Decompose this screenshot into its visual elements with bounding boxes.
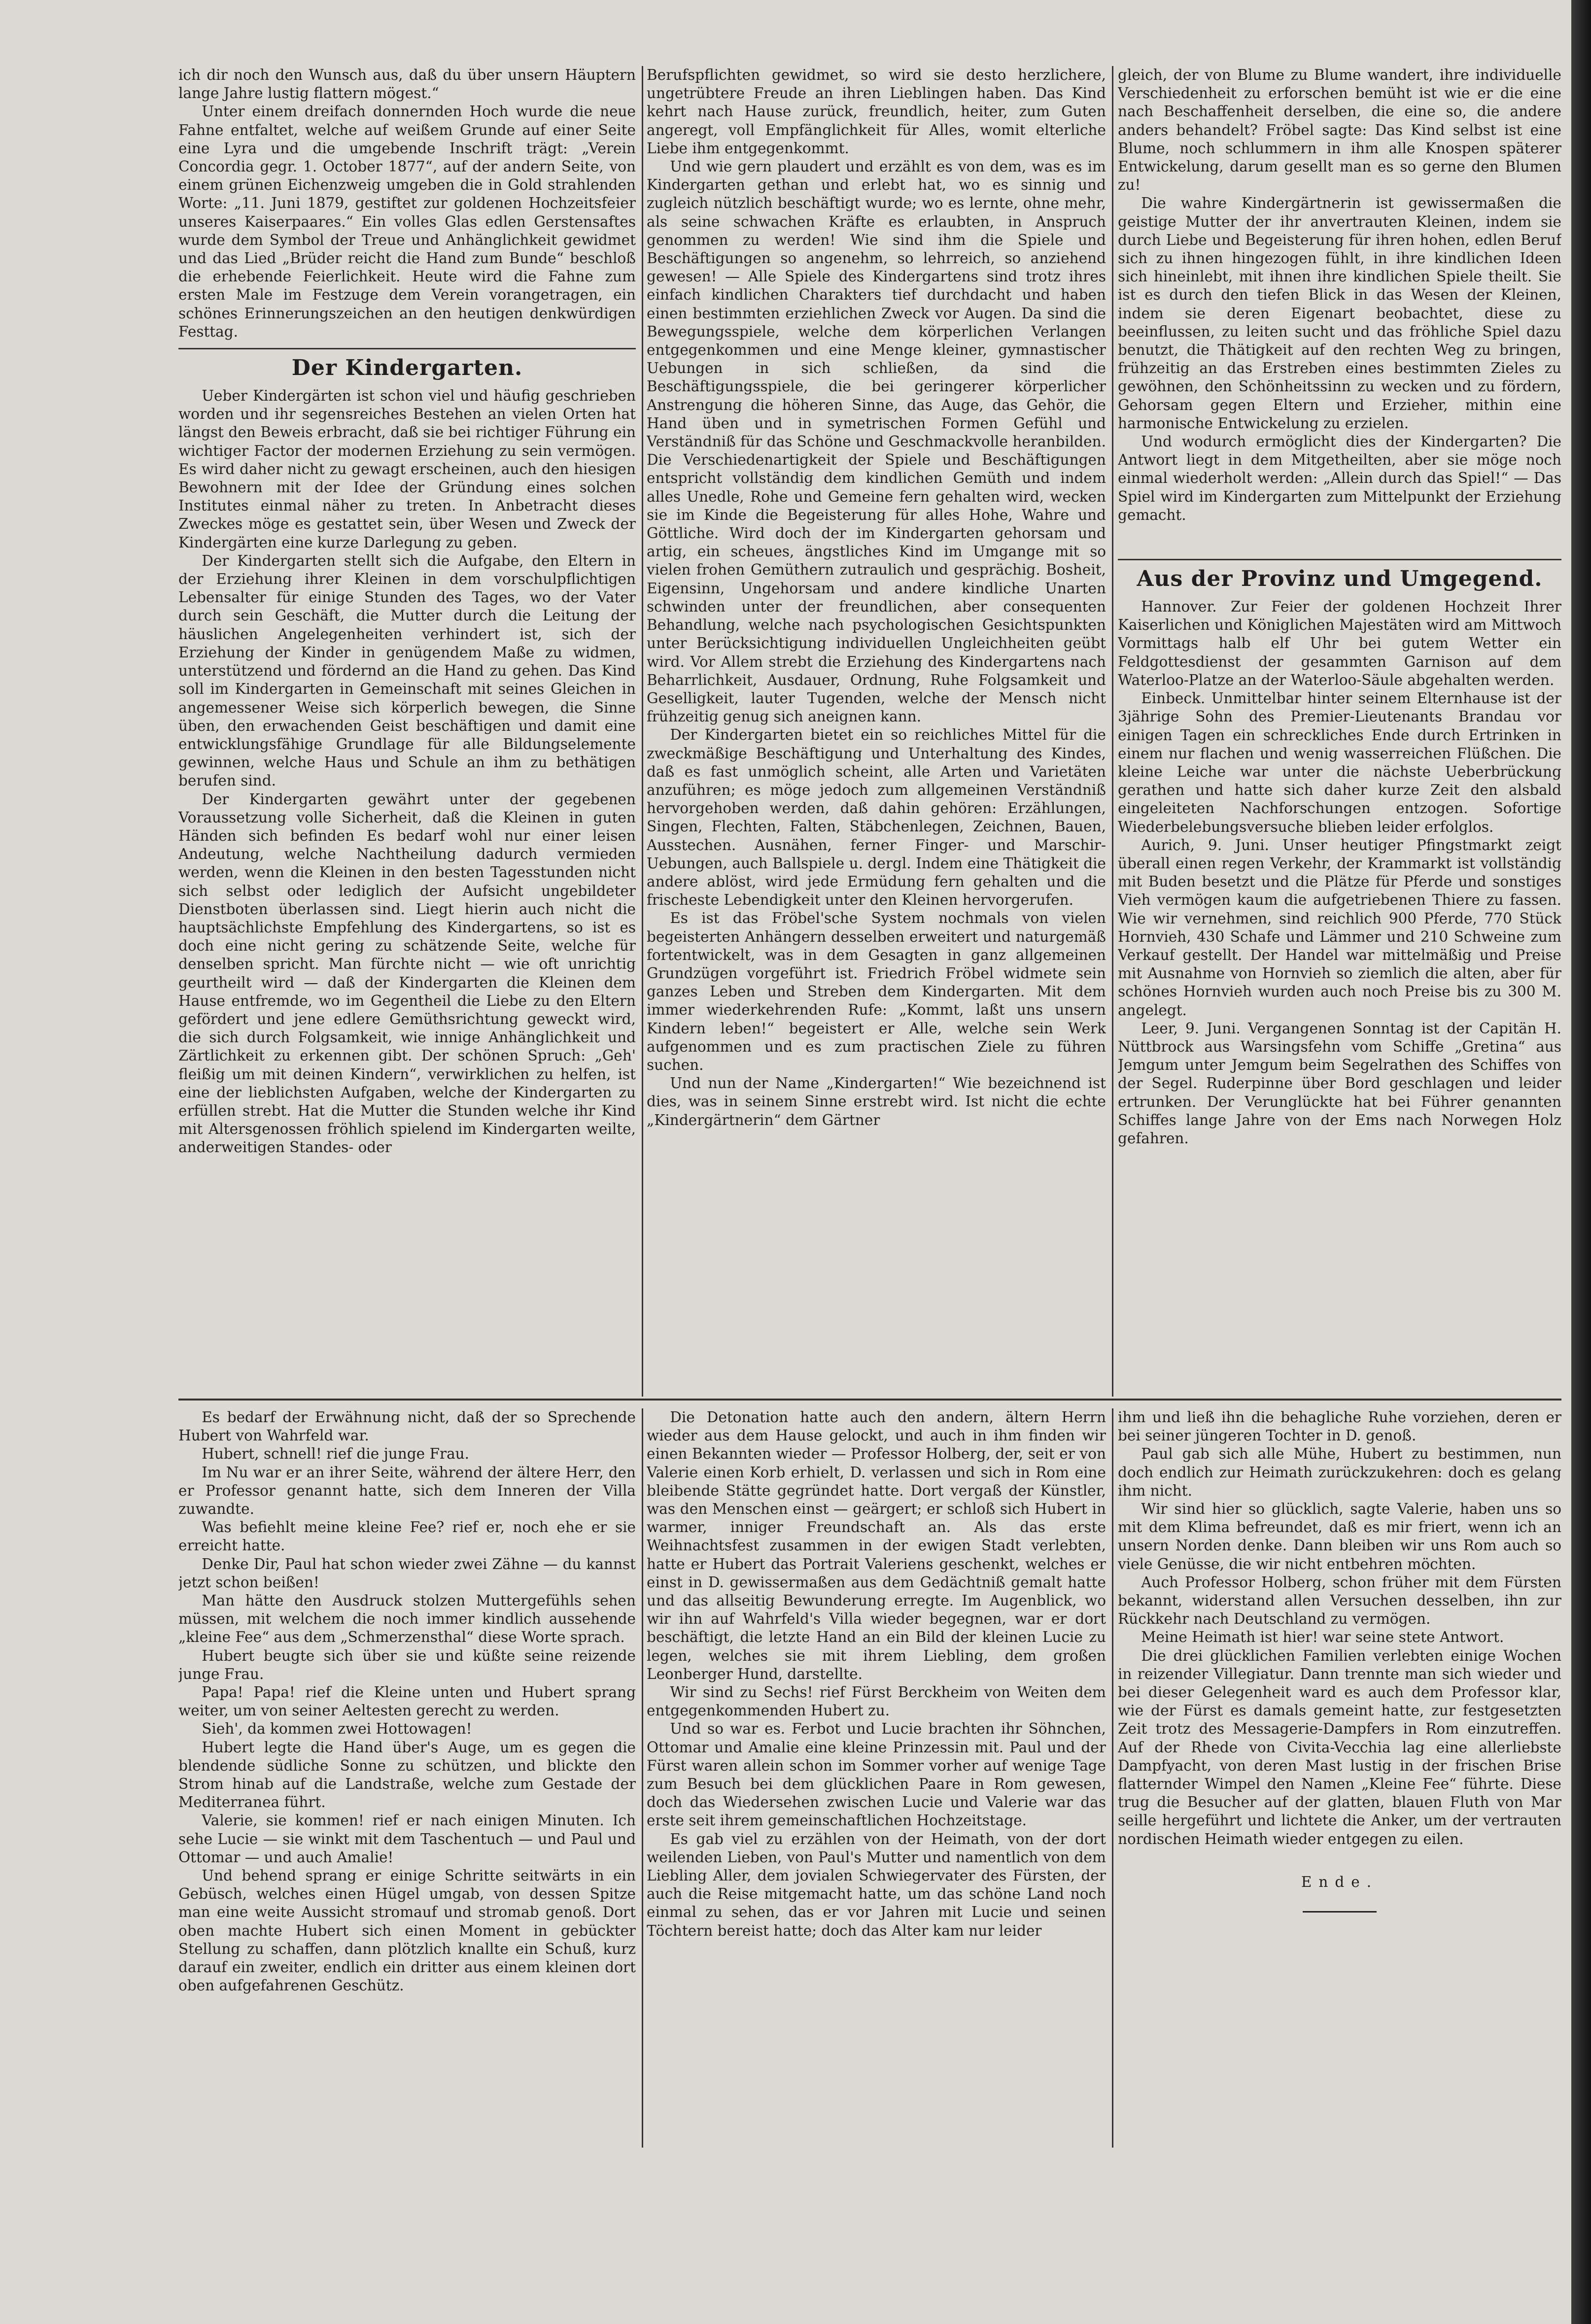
paragraph: Sieh', da kommen zwei Hottowagen! [202,1720,472,1738]
paragraph: Und wie gern plaudert und erzählt es von dem, was es im Kindergarten gethan und erlebt hat, wo es sinnig und zugleich nützlich beschäftigt wurde; wo es lernte, ohne mehr, als seine schwachen Kräfte es erlaubten, in Anspruch genommen zu werden! Wie sind ihm die Spiele und Beschäftigungen so angenehm, so lehrreich, so anziehend gewesen! — Alle Spiele des Kindergartens sind trotz ihres einfach kindlichen Charakters tief durchdacht und haben einen bestimmten erziehlichen Zweck vor Augen. Da sind die Bewegungsspiele, welche dem körperlichen Verlangen entgegenkommen und eine Menge kleiner, gymnastischer Uebungen in sich schließen, da sind die Beschäftigungsspiele, die bei geringerer körperlicher Anstrengung die höheren Sinne, das Auge, das Gehör, die Hand üben und in symetrischen Formen Gefühl und Verständniß für das Schöne und Geschmackvolle heranbilden. Die Verschiedenartigkeit der Spiele und Beschäftigungen entspricht vollständig dem kindlichen Gemüth und indem alles Unedle, Rohe und Gemeine fern gehalten wird, wecken sie im Kinde die Begeisterung für alles Hohe, Wahre und Göttliche. Wird doch der im Kindergarten gehorsam und artig, ein scheues, ängstliches Kind im Umgange mit so vielen frohen Gemüthern zutraulich und gesprächig. Bosheit, Eigensinn, Ungehorsam und andere kindliche Unarten schwinden unter der freundlichen, aber consequenten Behandlung, welche nach psychologischen Gesichtspunkten unter Berücksichtigung individuellen Ungleichheiten geübt wird. Vor Allem strebt die Erziehung des Kindergartens nach Beharrlichkeit, Ausdauer, Ordnung, Ruhe Folgsamkeit und Geselligkeit, lauter Tugenden, welche der Mensch nicht frühzeitig genug sich aneignen kann. [647,158,1106,725]
paragraph: gleich, der von Blume zu Blume wandert, ihre individuelle Verschiedenheit zu erforschen bemüht ist wie er die eine nach Beschaffenheit derselben, die eine so, die andere anders behandelt? Fröbel sagte: Das Kind selbst ist eine Blume, noch schlummern in ihm alle Knospen späterer Entwickelung, darum gesellt man es so gerne den Blumen zu! [1118,67,1561,194]
binding-edge [1571,0,1591,2324]
paragraph: Es gab viel zu erzählen von der Heimath, von der dort weilenden Lieben, von Paul's Mutter und namentlich von dem Liebling Aller, dem jovialen Schwiegervater des Fürsten, der auch die Reise mitgemacht hatte, um das schöne Land noch einmal zu sehen, das er vor Jahren mit Lucie und seinen Töchtern bereist hatte; doch das Alter kam nur leider [647,1830,1106,1939]
paragraph: Im Nu war er an ihrer Seite, während der ältere Herr, den er Professor genannt hatte, sich dem Inneren der Villa zuwandte. [178,1464,636,1518]
paragraph: ich dir noch den Wunsch aus, daß du über unsern Häuptern lange Jahre lustig flattern mögest.“ [178,67,636,102]
paragraph: Und behend sprang er einige Schritte seitwärts in ein Gebüsch, welches einen Hügel umgab, von dessen Spitze man eine weite Aussicht stromauf und stromab genoß. Dort oben machte Hubert sich einen Moment in gebückter Stellung zu schaffen, dann plötzlich knallte ein Schuß, kurz darauf ein zweiter, endlich ein dritter aus einem kleinen dort oben aufgefahrenen Geschütz. [178,1867,636,1994]
column-top-left [178,66,636,1392]
column-rule [642,66,643,1397]
paragraph: Der Kindergarten gewährt unter der gegebenen Voraussetzung volle Sicherheit, daß die Kleinen in guten Händen sich befinden Es bedarf wohl nur einer leisen Andeutung, welche Nachtheilung dadurch vermieden werden, wenn die Kleinen in den besten Tagesstunden nicht sich selbst oder lediglich der Aufsicht ungebildeter Dienstboten überlassen sind. Liegt hierin auch nicht die hauptsächlichste Empfehlung des Kindergartens, so ist es doch eine nicht gering zu schätzende Seite, welche für denselben spricht. Man fürchte nicht — wie oft unrichtig geurtheilt wird — daß der Kindergarten die Kleinen dem Hause entfremde, wo im Gegentheil die Liebe zu den Eltern gefördert und jene edlere Gemüthsrichtung geweckt wird, die sich durch Folgsamkeit, wie innige Anhänglichkeit und Zärtlichkeit zu erkennen gibt. Der schönen Spruch: „Geh' fleißig um mit deinen Kindern“, verwirklichen zu helfen, ist eine der lieblichsten Aufgaben, welche der Kindergarten zu erfüllen strebt. Hat die Mutter die Stunden welche ihr Kind mit Altersgenossen fröhlich spielend im Kindergarten weilte, anderweitigen Standes- oder [178,790,636,1156]
paragraph: Auch Professor Holberg, schon früher mit dem Fürsten bekannt, widerstand allen Versuchen desselben, ihn zur Rückkehr nach Deutschland zu vermögen. [1118,1573,1561,1628]
column-rule [642,1408,643,2148]
paragraph: Die drei glücklichen Familien verlebten einige Wochen in reizender Villegiatur. Dann trennte man sich wieder und bei dieser Gelegenheit ward es auch dem Professor klar, wie der Fürst es damals gemeint hatte, zur festgesetzten Zeit trotz des Messagerie-Dampfers in Rom einzutreffen. Auf der Rhede von Civita-Vecchia lag eine allerliebste Dampfyacht, von deren Mast lustig in der frischen Brise flatternder Wimpel den Namen „Kleine Fee“ führte. Diese trug die Besucher auf der glatten, blauen Fluth von Mar seille hergeführt und lichtete die Anker, um der vertrauten nordischen Heimath wieder entgegen zu eilen. [1118,1647,1561,1847]
news-item-leer: Leer, 9. Juni. Vergangenen Sonntag ist der Capitän H. Nüttbrock aus Warsingsfehn vom Schiffe „Gretina“ aus Jemgum unter Jemgum beim Segelrathen des Schiffes von der Segel. Ruderpinne über Bord geschlagen und leider ertrunken. Der Verunglückte hat bei Führer genannten Schiffes lange Jahre von der Ems nach Norwegen Holz gefahren. [1118,1020,1561,1147]
paragraph: Der Kindergarten bietet ein so reichliches Mittel für die zweckmäßige Beschäftigung und Unterhaltung des Kindes, daß es fast unmöglich scheint, alle Arten und Varietäten anzuführen; es möge jedoch zum allgemeinen Verständniß hervorgehoben werden, daß dahin gehören: Erzählungen, Singen, Flechten, Falten, Stäbchenlegen, Zeichnen, Bauen, Ausstechen. Ausnähen, ferner Finger- und Marschir-Uebungen, auch Ballspiele u. dergl. Indem eine Thätigkeit die andere ablöst, wird jede Ermüdung fern gehalten und die frischeste Lebendigkeit unter den Kleinen hervorgerufen. [647,726,1106,909]
paragraph: Paul gab sich alle Mühe, Hubert zu bestimmen, nun doch endlich zur Heimath zurückzukehren: doch es gelang ihm nicht. [1118,1445,1561,1499]
kindergarten-article [178,387,636,1157]
column-bottom-middle [647,1408,1106,2148]
section-divider [178,348,636,349]
paragraph: Der Kindergarten stellt sich die Aufgabe, den Eltern in der Erziehung ihrer Kleinen in dem vorschulpflichtigen Lebensalter für einige Stunden des Tages, wo der Vater durch sein Geschäft, die Mutter durch die Leitung der häuslichen Angelegenheiten verhindert ist, sich der Erziehung der Kinder in genügendem Maße zu widmen, unterstützend und fördernd an die Hand zu gehen. Das Kind soll im Kindergarten in Gemeinschaft mit seines Gleichen in angemessener Weise sich körperlich bewegen, die Sinne üben, den erwachenden Geist beschäftigen und damit eine entwicklungsfähige Grundlage für alle Bildungselemente gewinnen, welche Haus und Schule an ihm zu bethätigen berufen sind. [178,552,636,789]
paragraph: Hubert beugte sich über sie und küßte seine reizende junge Frau. [178,1647,636,1682]
column-rule [1112,1408,1113,2148]
paragraph: Ueber Kindergärten ist schon viel und häufig geschrieben worden und ihr segensreiches Bestehen an vielen Orten hat längst den Beweis erbracht, daß sie bei richtiger Führung ein wichtiger Factor der modernen Erziehung zu sein vermögen. Es wird daher nicht zu gewagt erscheinen, auch den hiesigen Bewohnern mit der Idee der Gründung eines solchen Institutes einmal näher zu treten. In Anbetracht dieses Zweckes möge es gestattet sein, über Wesen und Zweck der Kindergärten eine kurze Darlegung zu geben. [178,387,636,551]
paragraph: Und wodurch ermöglicht dies der Kindergarten? Die Antwort liegt in dem Mitgetheilten, aber sie möge noch einmal wiederholt werden: „Allein durch das Spiel!“ — Das Spiel wird im Kindergarten zum Mittelpunkt der Erziehung gemacht. [1118,433,1561,523]
column-bottom-left [178,1408,636,2148]
concordia-article [178,66,636,341]
paragraph: Was befiehlt meine kleine Fee? rief er, noch ehe er sie erreicht hatte. [178,1519,636,1554]
paragraph: Man hätte den Ausdruck stolzen Muttergefühls sehen müssen, mit welchem die noch immer kindlich aussehende „kleine Fee“ aus dem „Schmerzensthal“ diese Worte sprach. [178,1592,636,1646]
paragraph: Unter einem dreifach donnernden Hoch wurde die neue Fahne entfaltet, welche auf weißem Grunde auf einer Seite eine Lyra und die umgebende Inschrift trägt: „Verein Concordia gegr. 1. October 1877“, auf der andern Seite, von einem grünen Eichenzweig umgeben die in Gold strahlenden Worte: „11. Juni 1879, gestiftet zur goldenen Hochzeitsfeier unseres Kaiserpaares.“ Ein volles Glas edlen Gerstensaftes wurde dem Symbol der Treue und Anhänglichkeit gewidmet und das Lied „Brüder reicht die Hand zum Bunde“ beschloß die erhebende Feierlichkeit. Heute wird die Fahne zum ersten Male im Festzuge dem Verein vorangetragen, ein schönes Erinnerungszeichen an den heutigen denkwürdigen Festtag. [178,103,636,340]
kindergarten-article-continued [1118,66,1561,524]
end-rule [1303,1911,1377,1913]
paragraph: Hubert, schnell! rief die junge Frau. [202,1445,470,1463]
paragraph: Die wahre Kindergärtnerin ist gewissermaßen die geistige Mutter der ihr anvertrauten Kleinen, indem sie durch Liebe und Begeisterung für ihren hohen, edlen Beruf sich zu ihnen hingezogen fühlt, in ihre kindlichen Ideen sich hineinlebt, mit ihnen ihre kindlichen Spiele theilt. Sie ist es durch den tiefen Blick in das Wesen der Kleinen, indem sie deren Eigenart beobachtet, diese zu beeinflussen, zu leiten sucht und das fröhliche Spiel dazu benutzt, die Thätigkeit auf den rechten Weg zu bringen, frühzeitig an das Erstreben eines bestimmten Zieles zu gewöhnen, den Schönheitssinn zu wecken und zu fördern, Gehorsam gegen Eltern und Erzieher, mithin eine harmonische Entwickelung zu erzielen. [1118,195,1561,432]
provinz-news [1118,598,1561,1148]
ende-marker: Ende. [1301,1873,1379,1890]
paragraph: Und so war es. Ferbot und Lucie brachten ihr Söhnchen, Ottomar und Amalie eine kleine Prinzessin mit. Paul und der Fürst waren allein schon im Sommer vorher auf wenige Tage zum Besuch bei dem glücklichen Paare in Rom gewesen, doch das Wiedersehen zwischen Lucie und Valerie war das erste seit ihrem gemeinschaftlichen Hochzeitstage. [647,1720,1106,1829]
paragraph: Wir sind hier so glücklich, sagte Valerie, haben uns so mit dem Klima befreundet, daß es mir friert, wenn ich an unsern Norden denke. Dann bleiben wir uns Rom auch so viele Genüsse, die wir nicht entbehren möchten. [1118,1501,1561,1572]
news-item-einbeck: Einbeck. Unmittelbar hinter seinem Elternhause ist der 3jährige Sohn des Premier-Lieutenants Brandau vor einigen Tagen ein schreckliches Ende durch Ertrinken in einem nur flachen und wenig wasserreichen Flüßchen. Die kleine Leiche war unter die nächste Ueberbrückung gerathen und hatte sich daher kurze Zeit den alsbald eingeleiteten Nachforschungen entzogen. Sofortige Wiederbelebungsversuche blieben leider erfolglos. [1118,690,1561,835]
column-bottom-right [1118,1408,1561,2148]
paragraph: Papa! Papa! rief die Kleine unten und Hubert sprang weiter, um von seiner Aeltesten gerecht zu werden. [178,1684,636,1719]
kindergarten-heading: Der Kindergarten. [291,355,523,381]
news-item-aurich: Aurich, 9. Juni. Unser heutiger Pfingstmarkt zeigt überall einen regen Verkehr, der Krammarkt ist vollständig mit Buden besetzt und die Plätze für Pferde und sonstiges Vieh vermögen kaum die aufgetriebenen Thiere zu fassen. Wie wir vernehmen, sind reichlich 900 Pferde, 770 Stück Hornvieh, 430 Schafe und Lämmer und 210 Schweine zum Verkauf gestellt. Der Handel war mittelmäßig und Preise mit Ausnahme von Hornvieh so ziemlich die alten, aber für schönes Hornvieh wurden auch noch Preise bis zu 300 M. angelegt. [1118,836,1561,1019]
paragraph: Denke Dir, Paul hat schon wieder zwei Zähne — du kannst jetzt schon beißen! [178,1555,636,1591]
section-divider [1118,559,1561,560]
paragraph: Es ist das Fröbel'sche System nochmals von vielen begeisterten Anhängern desselben erweitert und naturgemäß fortentwickelt, was in dem Gesagten in ganz allgemeinen Grundzügen vorgeführt ist. Friedrich Fröbel widmete sein ganzes Leben und Streben dem Kindergarten. Mit dem immer wiederkehrenden Rufe: „Kommt, laßt uns unsern Kindern leben!“ begeistert er Alle, welche sein Werk aufgenommen und es zum practischen Ziele zu führen suchen. [647,910,1106,1073]
paragraph: Meine Heimath ist hier! war seine stete Antwort. [1141,1629,1504,1646]
news-item-hannover: Hannover. Zur Feier der goldenen Hochzeit Ihrer Kaiserlichen und Königlichen Majestäten wird am Mittwoch Vormittags halb elf Uhr bei gutem Wetter ein Feldgottesdienst der gesammten Garnison auf dem Waterloo-Platze an der Waterloo-Säule abgehalten werden. [1118,598,1561,688]
paragraph: Hubert legte die Hand über's Auge, um es gegen die blendende südliche Sonne zu schützen, und blickte den Strom hinab auf die Landstraße, welche zum Gestade der Mediterranea führt. [178,1739,636,1811]
feuilleton-divider [178,1399,1561,1401]
paragraph: Es bedarf der Erwähnung nicht, daß der so Sprechende Hubert von Wahrfeld war. [178,1409,636,1444]
paragraph: Und nun der Name „Kindergarten!“ Wie bezeichnend ist dies, was in seinem Sinne erstrebt wird. Ist nicht die echte „Kindergärtnerin“ dem Gärtner [647,1075,1106,1128]
paragraph: Wir sind zu Sechs! rief Fürst Berckheim von Weiten dem entgegenkommenden Hubert zu. [647,1684,1106,1719]
paragraph: Berufspflichten gewidmet, so wird sie desto herzlichere, ungetrübtere Freude an ihren Lieblingen haben. Das Kind kehrt nach Hause zurück, freundlich, heiter, zum Guten angeregt, voll Empfänglichkeit für Alles, womit elterliche Liebe ihm entgegenkommt. [647,67,1106,157]
provinz-heading: Aus der Provinz und Umgegend. [1137,566,1543,592]
column-rule [1112,66,1113,1397]
paragraph: Valerie, sie kommen! rief er nach einigen Minuten. Ich sehe Lucie — sie winkt mit dem Taschentuch — und Paul und Ottomar — und auch Amalie! [178,1812,636,1866]
paragraph: ihm und ließ ihn die behagliche Ruhe vorziehen, deren er bei seiner jüngeren Tochter in D. genoß. [1118,1409,1561,1444]
column-top-right [1118,66,1561,1392]
paragraph: Die Detonation hatte auch den andern, ältern Herrn wieder aus dem Hause gelockt, und auch in ihm finden wir einen Bekannten wieder — Professor Holberg, der, seit er von Valerie einen Korb erhielt, D. verlassen und sich in Rom eine bleibende Stätte gegründet hatte. Dort vergaß der Künstler, was den Menschen einst — geärgert; er schloß sich Hubert in warmer, inniger Freundschaft an. Als das erste Weihnachtsfest zusammen in der ewigen Stadt verlebten, hatte er Hubert das Portrait Valeriens geschenkt, welches er einst in D. gewissermaßen aus dem Gedächtniß gemalt hatte und das allseitig Bewunderung erregte. Im Augenblick, wo wir ihn auf Wahrfeld's Villa wieder begegnen, war er dort beschäftigt, die letzte Hand an ein Bild der kleinen Lucie zu legen, welches sie mit ihrem Liebling, dem großen Leonberger Hund, darstellte. [647,1409,1106,1682]
column-top-middle [647,66,1106,1392]
